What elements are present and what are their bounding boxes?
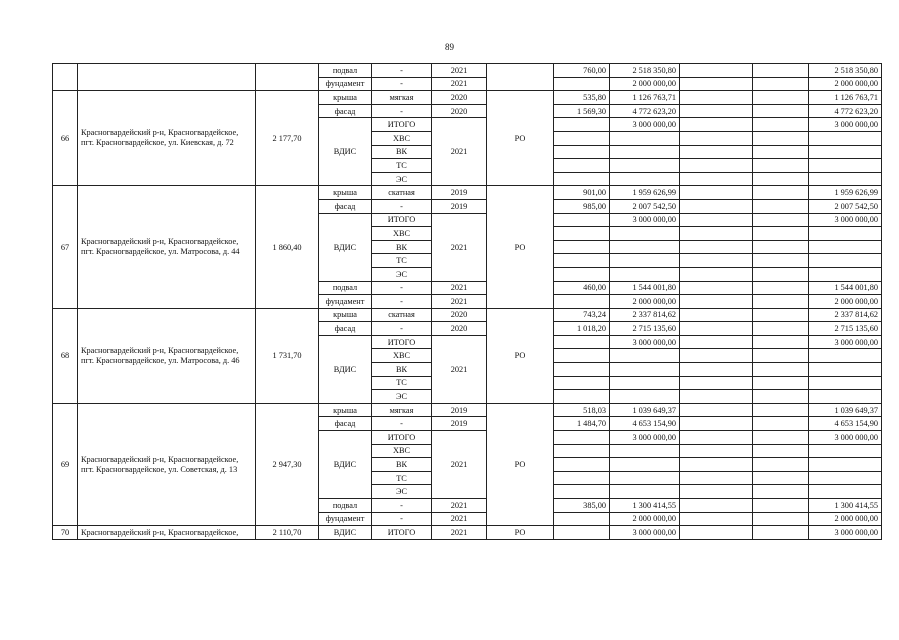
total-cell: 2 000 000,00: [809, 512, 882, 526]
total-cell: [809, 349, 882, 363]
total-cell: 2 007 542,50: [809, 199, 882, 213]
vdis-sub-item: ИТОГО: [372, 213, 432, 227]
year-cell: 2021: [432, 295, 487, 309]
address-cell: [78, 64, 256, 91]
empty-cell: [753, 295, 809, 309]
cost-cell: 2 000 000,00: [610, 77, 680, 91]
object-address: Красногвардейский р-н, Красногвардейское, пгт. Красногвардейское, ул. Советская, д. 13: [78, 403, 256, 525]
year-cell: 2020: [432, 308, 487, 322]
empty-cell: [680, 390, 753, 404]
num-cell: [53, 64, 78, 91]
year-cell: 2019: [432, 417, 487, 431]
empty-cell: [680, 526, 753, 540]
cost-cell: 4 653 154,90: [610, 417, 680, 431]
empty-cell: [753, 485, 809, 499]
vdis-sub-item: ТС: [372, 471, 432, 485]
total-cell: 2 337 814,62: [809, 308, 882, 322]
empty-cell: [753, 322, 809, 336]
empty-cell: [753, 281, 809, 295]
volume-cell: 1 018,20: [554, 322, 610, 336]
year-cell: 2021: [432, 512, 487, 526]
object-address: Красногвардейский р-н, Красногвардейское, пгт. Красногвардейское, ул. Матросова, д. 44: [78, 186, 256, 308]
element-cell: крыша: [319, 308, 372, 322]
vdis-sub-item: ЭС: [372, 485, 432, 499]
volume-cell: [554, 512, 610, 526]
cost-cell: [610, 131, 680, 145]
volume-cell: [554, 485, 610, 499]
type-cell: -: [372, 281, 432, 295]
type-cell: -: [372, 199, 432, 213]
empty-cell: [680, 159, 753, 173]
cost-cell: [610, 444, 680, 458]
empty-cell: [680, 145, 753, 159]
cost-cell: 3 000 000,00: [610, 213, 680, 227]
empty-cell: [680, 91, 753, 105]
total-cell: 3 000 000,00: [809, 431, 882, 445]
total-cell: 4 653 154,90: [809, 417, 882, 431]
cost-cell: 2 007 542,50: [610, 199, 680, 213]
area-cell: [256, 64, 319, 91]
empty-cell: [753, 499, 809, 513]
vdis-sub-item: ЭС: [372, 390, 432, 404]
vdis-sub-item: ЭС: [372, 172, 432, 186]
empty-cell: [680, 295, 753, 309]
volume-cell: 901,00: [554, 186, 610, 200]
volume-cell: [554, 335, 610, 349]
empty-cell: [680, 254, 753, 268]
volume-cell: [554, 131, 610, 145]
empty-cell: [753, 240, 809, 254]
volume-cell: [554, 227, 610, 241]
cost-cell: 3 000 000,00: [610, 526, 680, 540]
empty-cell: [753, 335, 809, 349]
cost-cell: 1 126 763,71: [610, 91, 680, 105]
volume-cell: [554, 159, 610, 173]
type-cell: -: [372, 417, 432, 431]
empty-cell: [753, 118, 809, 132]
object-number: 69: [53, 403, 78, 525]
type-cell: -: [372, 77, 432, 91]
page-number: 89: [445, 42, 454, 52]
empty-cell: [680, 417, 753, 431]
empty-cell: [680, 281, 753, 295]
empty-cell: [680, 458, 753, 472]
volume-cell: [554, 295, 610, 309]
fund-source: РО: [487, 403, 554, 525]
volume-cell: [554, 77, 610, 91]
year-cell: 2021: [432, 281, 487, 295]
vdis-year: 2021: [432, 335, 487, 403]
total-cell: 3 000 000,00: [809, 213, 882, 227]
total-cell: [809, 172, 882, 186]
cost-cell: [610, 349, 680, 363]
table-row: [53, 403, 882, 417]
volume-cell: [554, 349, 610, 363]
element-cell: ВДИС: [319, 526, 372, 540]
volume-cell: [554, 240, 610, 254]
capital-repair-table: [52, 63, 882, 540]
total-cell: 1 300 414,55: [809, 499, 882, 513]
element-cell: фундамент: [319, 295, 372, 309]
cost-cell: [610, 240, 680, 254]
cost-cell: 1 039 649,37: [610, 403, 680, 417]
object-area: 2 177,70: [256, 91, 319, 186]
cost-cell: 1 544 001,80: [610, 281, 680, 295]
total-cell: [809, 376, 882, 390]
vdis-sub-item: ВК: [372, 363, 432, 377]
empty-cell: [753, 186, 809, 200]
table-row: [53, 526, 882, 540]
empty-cell: [680, 499, 753, 513]
year-cell: 2019: [432, 403, 487, 417]
cost-cell: [610, 254, 680, 268]
empty-cell: [753, 363, 809, 377]
empty-cell: [680, 104, 753, 118]
empty-cell: [753, 512, 809, 526]
total-cell: 3 000 000,00: [809, 118, 882, 132]
empty-cell: [680, 267, 753, 281]
empty-cell: [680, 444, 753, 458]
total-cell: [809, 363, 882, 377]
empty-cell: [753, 172, 809, 186]
fund-source: РО: [487, 91, 554, 186]
volume-cell: 1 484,70: [554, 417, 610, 431]
type-cell: -: [372, 512, 432, 526]
empty-cell: [753, 91, 809, 105]
cost-cell: [610, 376, 680, 390]
empty-cell: [680, 131, 753, 145]
cost-cell: [610, 267, 680, 281]
cost-cell: [610, 471, 680, 485]
year-cell: 2021: [432, 64, 487, 78]
empty-cell: [680, 308, 753, 322]
element-cell: фасад: [319, 104, 372, 118]
vdis-sub-item: ИТОГО: [372, 118, 432, 132]
cost-cell: 3 000 000,00: [610, 118, 680, 132]
empty-cell: [753, 390, 809, 404]
vdis-sub-item: ТС: [372, 159, 432, 173]
vdis-year: 2021: [432, 431, 487, 499]
type-cell: скатная: [372, 308, 432, 322]
total-cell: [809, 458, 882, 472]
table-row: [53, 186, 882, 200]
empty-cell: [753, 213, 809, 227]
empty-cell: [753, 458, 809, 472]
fund-source: РО: [487, 526, 554, 540]
empty-cell: [753, 254, 809, 268]
total-cell: [809, 159, 882, 173]
type-cell: ИТОГО: [372, 526, 432, 540]
vdis-sub-item: ХВС: [372, 227, 432, 241]
cost-cell: [610, 458, 680, 472]
volume-cell: [554, 267, 610, 281]
volume-cell: [554, 213, 610, 227]
year-cell: 2020: [432, 104, 487, 118]
volume-cell: [554, 431, 610, 445]
total-cell: 3 000 000,00: [809, 335, 882, 349]
vdis-year: 2021: [432, 118, 487, 186]
cost-cell: 4 772 623,20: [610, 104, 680, 118]
volume-cell: [554, 526, 610, 540]
cost-cell: [610, 390, 680, 404]
empty-cell: [753, 431, 809, 445]
volume-cell: 985,00: [554, 199, 610, 213]
volume-cell: 760,00: [554, 64, 610, 78]
volume-cell: [554, 145, 610, 159]
volume-cell: [554, 390, 610, 404]
total-cell: [809, 240, 882, 254]
cost-cell: 2 518 350,80: [610, 64, 680, 78]
element-cell: крыша: [319, 403, 372, 417]
vdis-sub-item: ВК: [372, 458, 432, 472]
volume-cell: 385,00: [554, 499, 610, 513]
object-area: 1 860,40: [256, 186, 319, 308]
fund-cell: [487, 64, 554, 91]
empty-cell: [680, 77, 753, 91]
vdis-sub-item: ТС: [372, 254, 432, 268]
element-cell: крыша: [319, 91, 372, 105]
element-cell: фасад: [319, 417, 372, 431]
type-cell: -: [372, 64, 432, 78]
total-cell: 2 000 000,00: [809, 295, 882, 309]
cost-cell: [610, 172, 680, 186]
empty-cell: [753, 64, 809, 78]
empty-cell: [753, 526, 809, 540]
fund-source: РО: [487, 308, 554, 403]
total-cell: [809, 227, 882, 241]
volume-cell: [554, 172, 610, 186]
cost-cell: [610, 485, 680, 499]
total-cell: [809, 471, 882, 485]
empty-cell: [680, 322, 753, 336]
object-address: Красногвардейский р-н, Красногвардейское,: [78, 526, 256, 540]
empty-cell: [680, 431, 753, 445]
total-cell: [809, 254, 882, 268]
total-cell: [809, 131, 882, 145]
year-cell: 2021: [432, 77, 487, 91]
total-cell: 1 959 626,99: [809, 186, 882, 200]
vdis-sub-item: ИТОГО: [372, 335, 432, 349]
total-cell: 2 715 135,60: [809, 322, 882, 336]
vdis-sub-item: ХВС: [372, 131, 432, 145]
vdis-sub-item: ВК: [372, 145, 432, 159]
table-row: [53, 91, 882, 105]
object-number: 68: [53, 308, 78, 403]
empty-cell: [680, 485, 753, 499]
empty-cell: [753, 159, 809, 173]
year-cell: 2021: [432, 526, 487, 540]
volume-cell: 518,03: [554, 403, 610, 417]
empty-cell: [680, 349, 753, 363]
empty-cell: [680, 512, 753, 526]
empty-cell: [680, 172, 753, 186]
empty-cell: [753, 376, 809, 390]
vdis-year: 2021: [432, 213, 487, 281]
cost-cell: 1 300 414,55: [610, 499, 680, 513]
volume-cell: [554, 118, 610, 132]
cost-cell: 2 000 000,00: [610, 295, 680, 309]
total-cell: 2 518 350,80: [809, 64, 882, 78]
vdis-label: ВДИС: [319, 118, 372, 186]
element-cell: фундамент: [319, 77, 372, 91]
volume-cell: 460,00: [554, 281, 610, 295]
vdis-sub-item: ИТОГО: [372, 431, 432, 445]
volume-cell: [554, 363, 610, 377]
year-cell: 2019: [432, 186, 487, 200]
type-cell: -: [372, 499, 432, 513]
total-cell: 1 126 763,71: [809, 91, 882, 105]
empty-cell: [753, 444, 809, 458]
vdis-sub-item: ВК: [372, 240, 432, 254]
vdis-label: ВДИС: [319, 213, 372, 281]
empty-cell: [753, 308, 809, 322]
fund-source: РО: [487, 186, 554, 308]
element-cell: фундамент: [319, 512, 372, 526]
cost-cell: 2 715 135,60: [610, 322, 680, 336]
empty-cell: [753, 131, 809, 145]
year-cell: 2020: [432, 322, 487, 336]
table-row: [53, 64, 882, 78]
empty-cell: [680, 403, 753, 417]
total-cell: 3 000 000,00: [809, 526, 882, 540]
empty-cell: [753, 471, 809, 485]
element-cell: крыша: [319, 186, 372, 200]
volume-cell: [554, 458, 610, 472]
total-cell: [809, 145, 882, 159]
element-cell: подвал: [319, 499, 372, 513]
vdis-sub-item: ТС: [372, 376, 432, 390]
empty-cell: [680, 471, 753, 485]
total-cell: [809, 390, 882, 404]
year-cell: 2020: [432, 91, 487, 105]
type-cell: -: [372, 295, 432, 309]
cost-cell: 3 000 000,00: [610, 431, 680, 445]
empty-cell: [753, 77, 809, 91]
empty-cell: [680, 118, 753, 132]
empty-cell: [753, 199, 809, 213]
cost-cell: [610, 159, 680, 173]
element-cell: подвал: [319, 64, 372, 78]
object-number: 67: [53, 186, 78, 308]
vdis-label: ВДИС: [319, 335, 372, 403]
cost-cell: 1 959 626,99: [610, 186, 680, 200]
cost-cell: [610, 363, 680, 377]
empty-cell: [680, 227, 753, 241]
empty-cell: [753, 267, 809, 281]
empty-cell: [753, 403, 809, 417]
empty-cell: [753, 145, 809, 159]
volume-cell: 535,80: [554, 91, 610, 105]
type-cell: мягкая: [372, 403, 432, 417]
total-cell: [809, 267, 882, 281]
total-cell: 2 000 000,00: [809, 77, 882, 91]
type-cell: -: [372, 322, 432, 336]
object-area: 2 110,70: [256, 526, 319, 540]
empty-cell: [753, 349, 809, 363]
volume-cell: 743,24: [554, 308, 610, 322]
volume-cell: 1 569,30: [554, 104, 610, 118]
element-cell: фасад: [319, 322, 372, 336]
vdis-sub-item: ХВС: [372, 349, 432, 363]
volume-cell: [554, 444, 610, 458]
element-cell: подвал: [319, 281, 372, 295]
cost-cell: [610, 227, 680, 241]
cost-cell: 2 337 814,62: [610, 308, 680, 322]
object-number: 66: [53, 91, 78, 186]
volume-cell: [554, 254, 610, 268]
empty-cell: [680, 335, 753, 349]
empty-cell: [680, 64, 753, 78]
cost-cell: 2 000 000,00: [610, 512, 680, 526]
total-cell: [809, 444, 882, 458]
year-cell: 2019: [432, 199, 487, 213]
empty-cell: [680, 240, 753, 254]
object-address: Красногвардейский р-н, Красногвардейское, пгт. Красногвардейское, ул. Матросова, д. 46: [78, 308, 256, 403]
empty-cell: [680, 213, 753, 227]
object-number: 70: [53, 526, 78, 540]
total-cell: 1 544 001,80: [809, 281, 882, 295]
total-cell: [809, 485, 882, 499]
element-cell: фасад: [319, 199, 372, 213]
total-cell: 1 039 649,37: [809, 403, 882, 417]
cost-cell: [610, 145, 680, 159]
empty-cell: [753, 104, 809, 118]
volume-cell: [554, 471, 610, 485]
empty-cell: [680, 186, 753, 200]
year-cell: 2021: [432, 499, 487, 513]
empty-cell: [680, 363, 753, 377]
vdis-label: ВДИС: [319, 431, 372, 499]
empty-cell: [753, 227, 809, 241]
cost-cell: 3 000 000,00: [610, 335, 680, 349]
object-area: 2 947,30: [256, 403, 319, 525]
object-area: 1 731,70: [256, 308, 319, 403]
empty-cell: [680, 376, 753, 390]
empty-cell: [753, 417, 809, 431]
type-cell: скатная: [372, 186, 432, 200]
object-address: Красногвардейский р-н, Красногвардейское, пгт. Красногвардейское, ул. Киевская, д. 72: [78, 91, 256, 186]
table-row: [53, 308, 882, 322]
type-cell: -: [372, 104, 432, 118]
vdis-sub-item: ЭС: [372, 267, 432, 281]
type-cell: мягкая: [372, 91, 432, 105]
empty-cell: [680, 199, 753, 213]
vdis-sub-item: ХВС: [372, 444, 432, 458]
total-cell: 4 772 623,20: [809, 104, 882, 118]
volume-cell: [554, 376, 610, 390]
